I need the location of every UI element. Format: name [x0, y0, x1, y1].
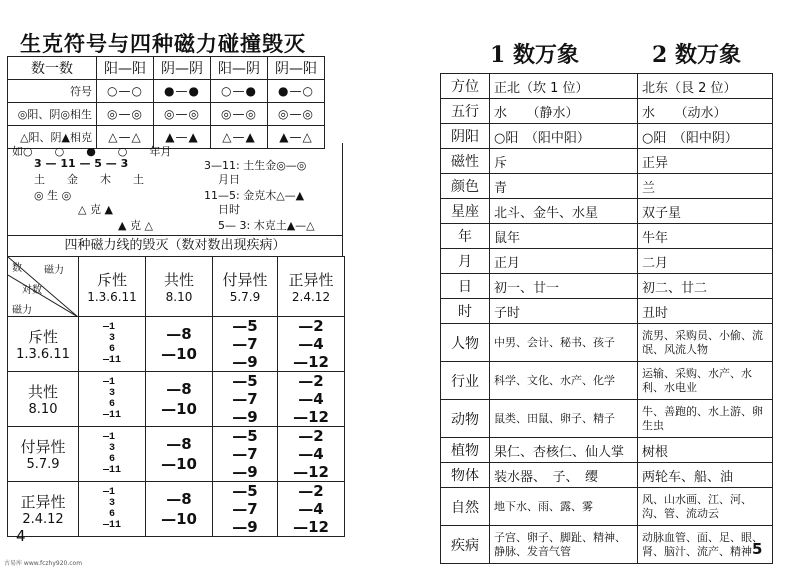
derive-line: 如○ ○ ● ○ 年月: [12, 145, 172, 158]
value-2: 水 （动水）: [638, 99, 773, 124]
derive-line: 3—11: 土生金◎—◎: [204, 159, 307, 172]
num: —5: [232, 427, 258, 445]
derivation-block: [7, 143, 343, 235]
symbol-cell: ◎—◎: [97, 103, 154, 126]
derive-line: ▲ 克 △: [118, 219, 153, 232]
num: 11: [109, 465, 122, 476]
num: 1: [109, 432, 116, 443]
value-1: 中男、会计、秘书、孩子: [490, 324, 638, 362]
num: —5: [232, 372, 258, 390]
meaning-row: [441, 463, 773, 488]
num: —7: [232, 390, 258, 408]
meaning-row: [441, 324, 773, 362]
num: —5: [232, 482, 258, 500]
col-name: 付异性: [222, 271, 268, 289]
num: —5: [232, 317, 258, 335]
value-1: 地下水、雨、露、雾: [490, 488, 638, 526]
value-2: 丑时: [638, 299, 773, 324]
row-key: 星座: [441, 199, 490, 224]
row-nums: 8.10: [28, 402, 58, 417]
derive-line: △ 克 ▲: [78, 203, 113, 216]
col-nums: 1.3.6.11: [87, 290, 137, 304]
col-name: 斥性: [96, 271, 127, 289]
cell-repel: —1 3 6 —11: [79, 372, 146, 427]
num: —8: [166, 325, 192, 343]
num: —2: [298, 372, 324, 390]
num: —12: [293, 408, 329, 426]
heading-2: 2 数万象: [652, 42, 741, 68]
row-key: 阴阳: [441, 124, 490, 149]
value-2: 动脉血管、面、足、眼、肾、脑汁、流产、精神: [638, 526, 773, 564]
row-key: 五行: [441, 99, 490, 124]
col-header: [278, 257, 345, 317]
num: —2: [298, 317, 324, 335]
header-cell: 阳—阳: [97, 57, 154, 80]
derive-line: 日时: [218, 203, 240, 216]
num: —10: [161, 455, 197, 473]
num: —2: [298, 482, 324, 500]
value-2: ○阳 （阳中阴）: [638, 124, 773, 149]
num: —2: [298, 427, 324, 445]
row-header: [8, 317, 79, 372]
symbol-cell: ▲—▲: [154, 126, 211, 149]
row-label: △阳、阴▲相克: [8, 126, 97, 149]
row-header: [8, 427, 79, 482]
value-2: 北东（艮 2 位）: [638, 74, 773, 99]
meaning-row: [441, 249, 773, 274]
corner-label: 磁力: [44, 265, 64, 276]
row-key: 颜色: [441, 174, 490, 199]
num: 1: [109, 377, 116, 388]
heading-1: 1 数万象: [490, 42, 579, 68]
value-1: 鼠类、田鼠、卵子、精子: [490, 400, 638, 438]
num: —12: [293, 463, 329, 481]
value-1: 科学、文化、水产、化学: [490, 362, 638, 400]
num: —12: [293, 518, 329, 536]
value-1: 正北（坎 1 位）: [490, 74, 638, 99]
corner-label: 磁力: [12, 305, 32, 316]
num: 11: [109, 520, 122, 531]
header-cell: 阴—阳: [268, 57, 325, 80]
row-label: 符号: [8, 80, 97, 103]
num: —8: [166, 490, 192, 508]
value-2: 牛年: [638, 224, 773, 249]
row-key: 自然: [441, 488, 490, 526]
derive-line: 5— 3: 木克土▲—△: [218, 219, 315, 232]
col-header: [213, 257, 278, 317]
value-1: 子时: [490, 299, 638, 324]
corner-label: 对数: [22, 285, 42, 296]
corner-cell: [8, 257, 79, 317]
symbol-table: [7, 56, 325, 149]
row-name: 斥性: [27, 328, 58, 346]
value-1: ○阳 （阳中阳）: [490, 124, 638, 149]
meaning-row: [441, 199, 773, 224]
row-key: 疾病: [441, 526, 490, 564]
row-name: 正异性: [20, 493, 66, 511]
value-2: 牛、善跑的、水上游、卵生虫: [638, 400, 773, 438]
num: —9: [232, 518, 258, 536]
num: —7: [232, 445, 258, 463]
meaning-row: [441, 362, 773, 400]
row-nums: 5.7.9: [26, 457, 60, 472]
page-number-right: 5: [752, 540, 763, 558]
cell-repel: —1 3 6 —11: [79, 427, 146, 482]
row-name: 付异性: [20, 438, 66, 456]
num: —9: [232, 408, 258, 426]
num: —7: [232, 500, 258, 518]
col-name: 共性: [163, 271, 194, 289]
grid-row: [8, 482, 345, 537]
page-title-left: 生克符号与四种磁力碰撞毁灭: [20, 31, 306, 56]
value-2: 流男、采购员、小偷、流氓、风流人物: [638, 324, 773, 362]
value-1: 北斗、金牛、水星: [490, 199, 638, 224]
derive-line: 土 金 木 土: [34, 173, 144, 186]
cell-pos-diff: [278, 427, 345, 482]
num: —10: [161, 345, 197, 363]
num: 6: [109, 509, 116, 520]
value-2: 正异: [638, 149, 773, 174]
num: —4: [298, 500, 324, 518]
meaning-row: [441, 74, 773, 99]
num: —4: [298, 390, 324, 408]
derive-line: 月日: [218, 173, 240, 186]
corner-label: 数: [12, 263, 22, 274]
num: —7: [232, 335, 258, 353]
symbol-cell: ●—○: [268, 80, 325, 103]
value-2: 风、山水画、江、河、沟、管、流动云: [638, 488, 773, 526]
cell-repel: —1 3 6 —11: [79, 317, 146, 372]
num: —10: [161, 400, 197, 418]
value-2: 运输、采购、水产、水利、水电业: [638, 362, 773, 400]
value-2: 初二、廿二: [638, 274, 773, 299]
meaning-row: [441, 274, 773, 299]
row-key: 物体: [441, 463, 490, 488]
header-cell: 阴—阴: [154, 57, 211, 80]
cell-common: [146, 317, 213, 372]
col-header: [146, 257, 213, 317]
row-nums: 2.4.12: [22, 512, 64, 527]
symbol-cell: △—△: [97, 126, 154, 149]
destroy-title: 四种磁力线的毁灭（数对数出现疾病）: [7, 235, 343, 257]
row-key: 行业: [441, 362, 490, 400]
num: 3: [109, 388, 116, 399]
meaning-row: [441, 124, 773, 149]
row-key: 方位: [441, 74, 490, 99]
magnetic-grid: [7, 256, 345, 537]
page-number-left: 4: [16, 527, 26, 545]
footer-watermark: 古易库 www.fczhy920.com: [4, 560, 83, 567]
col-nums: 2.4.12: [291, 290, 331, 304]
num: —4: [298, 445, 324, 463]
symbol-cell: ▲—△: [268, 126, 325, 149]
num: —8: [166, 380, 192, 398]
row-key: 人物: [441, 324, 490, 362]
row-key: 时: [441, 299, 490, 324]
num: —4: [298, 335, 324, 353]
value-1: 果仁、杏核仁、仙人掌: [490, 438, 638, 463]
cell-sub-diff: [213, 482, 278, 537]
cell-repel: —1 3 6 —11: [79, 482, 146, 537]
meaning-row: [441, 299, 773, 324]
symbol-cell: ◎—◎: [211, 103, 268, 126]
row-key: 动物: [441, 400, 490, 438]
meaning-row: [441, 149, 773, 174]
cell-pos-diff: [278, 482, 345, 537]
row-key: 磁性: [441, 149, 490, 174]
value-1: 斥: [490, 149, 638, 174]
col-name: 正异性: [288, 271, 334, 289]
grid-row: [8, 372, 345, 427]
num: 6: [109, 399, 116, 410]
meaning-row: [441, 174, 773, 199]
meaning-row: [441, 438, 773, 463]
col-nums: 5.7.9: [229, 290, 261, 304]
meaning-row: [441, 400, 773, 438]
col-nums: 8.10: [165, 290, 193, 304]
cell-pos-diff: [278, 317, 345, 372]
value-1: 子宫、卵子、脚趾、精神、静脉、发音气管: [490, 526, 638, 564]
value-1: 装水器、 子、 缨: [490, 463, 638, 488]
value-2: 二月: [638, 249, 773, 274]
symbol-cell: ◎—◎: [268, 103, 325, 126]
num: 11: [109, 355, 122, 366]
derive-line: 3 — 11 — 5 — 3: [34, 157, 129, 170]
grid-row: [8, 317, 345, 372]
num: —9: [232, 353, 258, 371]
meaning-row: [441, 488, 773, 526]
num: 6: [109, 344, 116, 355]
num: 3: [109, 498, 116, 509]
derive-line: ◎ 生 ◎: [34, 189, 72, 202]
row-nums: 1.3.6.11: [16, 347, 70, 362]
meaning-table: [440, 73, 773, 564]
symbol-cell: △—▲: [211, 126, 268, 149]
derive-line: 11—5: 金克木△—▲: [204, 189, 305, 202]
row-header: [8, 372, 79, 427]
row-key: 月: [441, 249, 490, 274]
cell-sub-diff: [213, 427, 278, 482]
meaning-row: [441, 224, 773, 249]
col-header: [79, 257, 146, 317]
value-2: 双子星: [638, 199, 773, 224]
value-2: 树根: [638, 438, 773, 463]
meaning-row: [441, 526, 773, 564]
header-cell: 阳—阴: [211, 57, 268, 80]
cell-pos-diff: [278, 372, 345, 427]
value-1: 鼠年: [490, 224, 638, 249]
num: —12: [293, 353, 329, 371]
value-1: 水 （静水）: [490, 99, 638, 124]
symbol-cell: ○—●: [211, 80, 268, 103]
cell-sub-diff: [213, 372, 278, 427]
meaning-row: [441, 99, 773, 124]
num: 11: [109, 410, 122, 421]
num: —10: [161, 510, 197, 528]
cell-common: [146, 427, 213, 482]
value-1: 正月: [490, 249, 638, 274]
symbol-cell: ◎—◎: [154, 103, 211, 126]
num: —8: [166, 435, 192, 453]
value-1: 青: [490, 174, 638, 199]
num: 1: [109, 487, 116, 498]
row-key: 植物: [441, 438, 490, 463]
value-2: 兰: [638, 174, 773, 199]
symbol-cell: ●—●: [154, 80, 211, 103]
num: 1: [109, 322, 116, 333]
row-key: 年: [441, 224, 490, 249]
num: 3: [109, 443, 116, 454]
row-name: 共性: [27, 383, 58, 401]
cell-sub-diff: [213, 317, 278, 372]
row-key: 日: [441, 274, 490, 299]
cell-common: [146, 482, 213, 537]
symbol-cell: ○—○: [97, 80, 154, 103]
header-cell: 数一数: [8, 57, 97, 80]
value-2: 两轮车、船、油: [638, 463, 773, 488]
value-1: 初一、廿一: [490, 274, 638, 299]
cell-common: [146, 372, 213, 427]
grid-row: [8, 427, 345, 482]
num: —9: [232, 463, 258, 481]
row-label: ◎阳、阴◎相生: [8, 103, 97, 126]
num: 3: [109, 333, 116, 344]
num: 6: [109, 454, 116, 465]
